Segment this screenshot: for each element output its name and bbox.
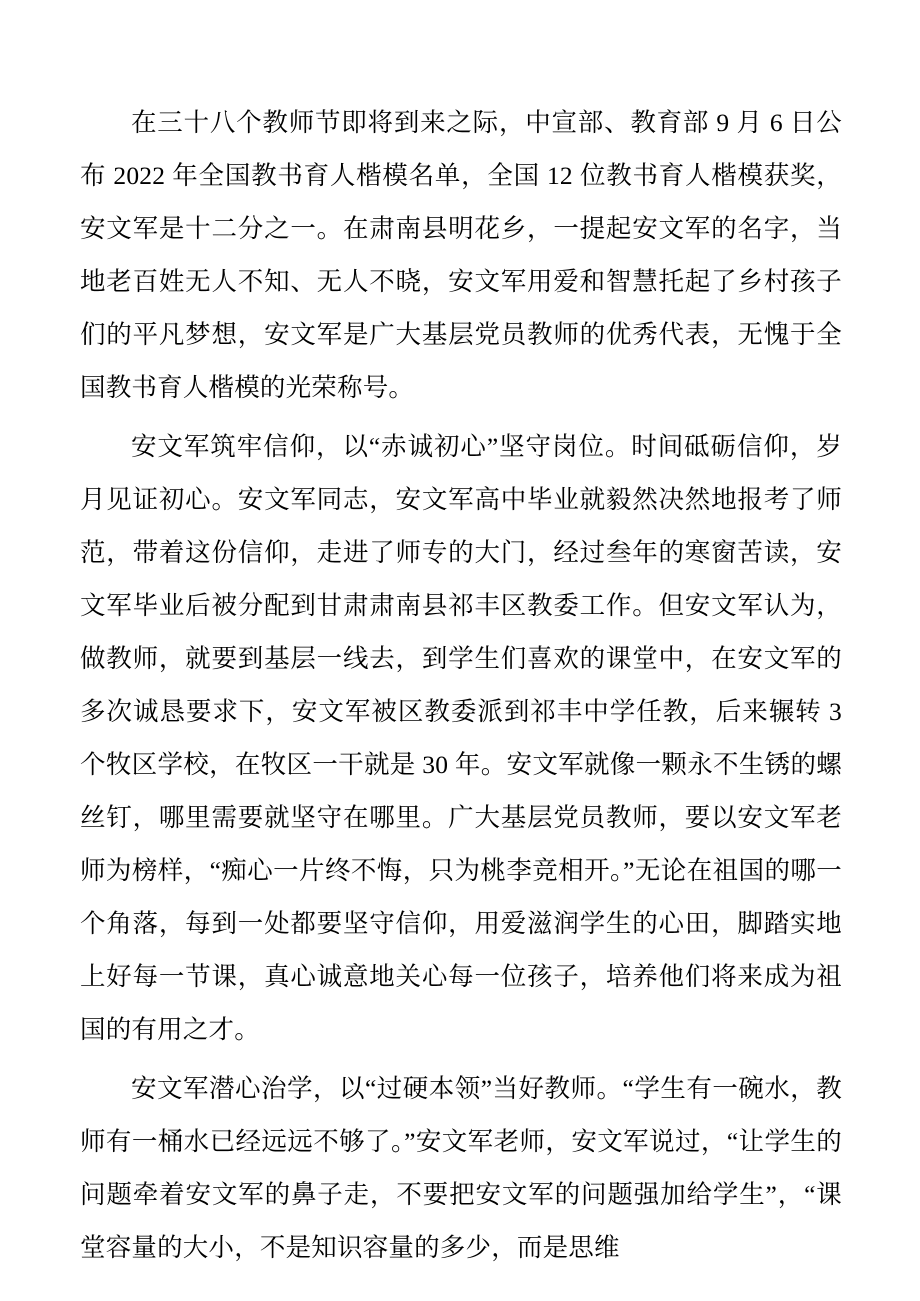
paragraph-1: 在三十八个教师节即将到来之际，中宣部、教育部 9 月 6 日公布 2022 年全国教书育人楷模名单，全国 12 位教书育人楷模获奖，安文军是十二分之一。在肃南县明花乡，一提起安文军的名字，当地老百姓无人不知、无人不晓，安文军用爱和智慧托起了乡村孩子们的平凡梦想，安文军是广大基层党员教师的优秀代表，无愧于全国教书育人楷模的光荣称号。: [80, 108, 842, 402]
paragraph-3: 安文军潜心治学，以“过硬本领”当好教师。“学生有一碗水，教师有一桶水已经远远不够了。”安文军老师，安文军说过，“让学生的问题牵着安文军的鼻子走，不要把安文军的问题强加给学生”，“课堂容量的大小，不是知识容量的多少，而是思维: [80, 1074, 842, 1262]
paragraph-2: 安文军筑牢信仰，以“赤诚初心”坚守岗位。时间砥砺信仰，岁月见证初心。安文军同志，安文军高中毕业就毅然决然地报考了师范，带着这份信仰，走进了师专的大门，经过叁年的寒窗苦读，安文军毕业后被分配到甘肃肃南县祁丰区教委工作。但安文军认为，做教师，就要到基层一线去，到学生们喜欢的课堂中，在安文军的多次诚恳要求下，安文军被区教委派到祁丰中学任教，后来辗转 3 个牧区学校，在牧区一干就是 30 年。安文军就像一颗永不生锈的螺丝钉，哪里需要就坚守在哪里。广大基层党员教师，要以安文军老师为榜样，“痴心一片终不悔，只为桃李竞相开。”无论在祖国的哪一个角落，每到一处都要坚守信仰，用爱滋润学生的心田，脚踏实地上好每一节课，真心诚意地关心每一位孩子，培养他们将来成为祖国的有用之才。: [80, 432, 842, 1044]
document-body: [80, 96, 842, 1274]
